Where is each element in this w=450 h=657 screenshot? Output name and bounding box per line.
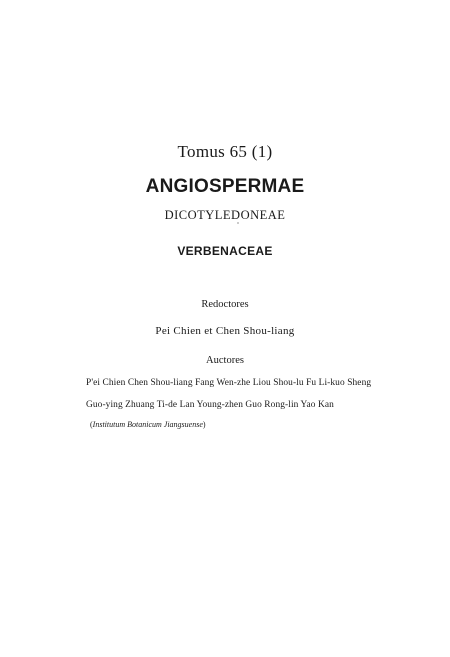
institution-close-paren: )	[202, 420, 206, 429]
auctores-line-2: Guo-ying Zhuang Ti-de Lan Young-zhen Guo Rong-lin Yao Kan	[86, 400, 334, 410]
family-heading: VERBENACEAE	[177, 244, 273, 258]
auctores-label: Auctores	[206, 355, 244, 366]
institution-line	[90, 420, 206, 429]
speck-mark	[237, 222, 239, 224]
redactores-names: Pei Chien et Chen Shou-liang	[155, 325, 295, 337]
volume-number: Tomus 65 (1)	[177, 142, 273, 161]
auctores-line-1: P'ei Chien Chen Shou-liang Fang Wen-zhe Liou Shou-lu Fu Li-kuo Sheng	[86, 378, 372, 388]
institution-open-paren: (	[90, 420, 93, 429]
institution-name: Institutum Botanicum Jiangsuense	[92, 420, 203, 429]
main-title: ANGIOSPERMAE	[145, 176, 305, 197]
redactores-label: Redoctores	[201, 299, 249, 310]
subclass-heading: DICOTYLEDONEAE	[164, 208, 286, 222]
